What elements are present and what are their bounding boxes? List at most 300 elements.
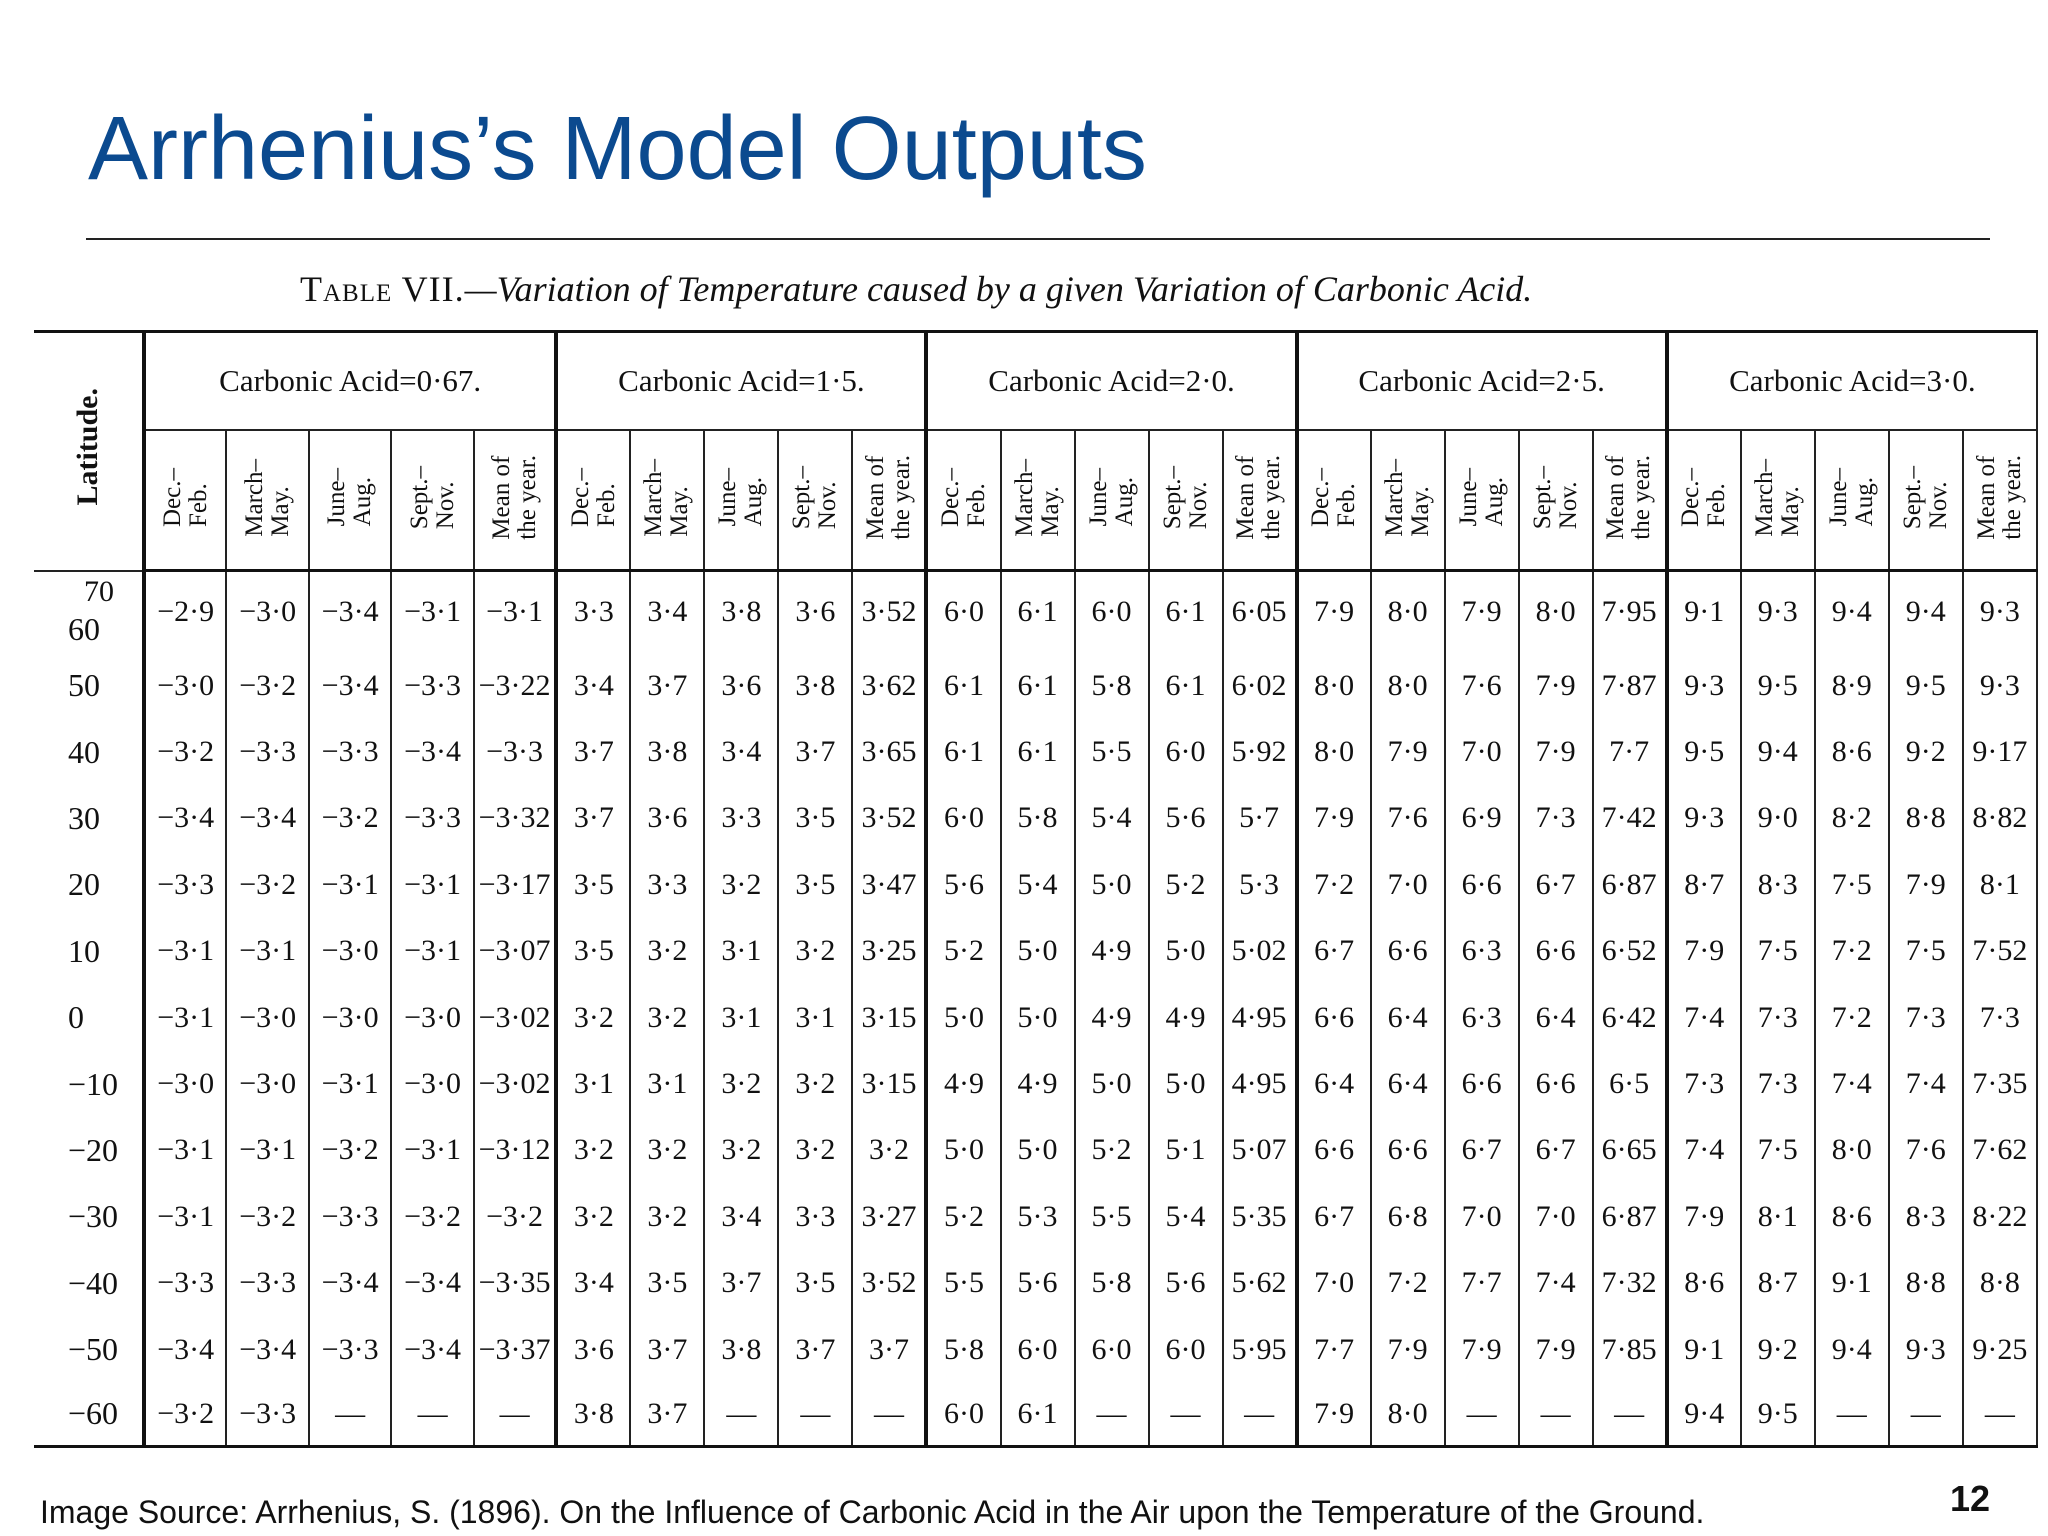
season-header: Dec.– Feb.: [1667, 430, 1741, 571]
table-cell: 9·17: [1963, 719, 2037, 785]
table-cell: 6·6: [1519, 918, 1593, 984]
season-header: June– Aug.: [309, 430, 391, 571]
latitude-header: Latitude.: [34, 333, 144, 571]
season-header: June– Aug.: [1445, 430, 1519, 571]
table-cell: 8·0: [1371, 571, 1445, 653]
table-cell: 6·87: [1593, 1184, 1667, 1250]
season-header: Sept.– Nov.: [1889, 430, 1963, 571]
table-cell: −3·1: [309, 1051, 391, 1117]
table-cell: 6·7: [1445, 1117, 1519, 1183]
table-cell: —: [704, 1383, 778, 1445]
table-cell: −3·4: [226, 785, 308, 851]
table-cell: 6·4: [1371, 984, 1445, 1050]
table-cell: −3·3: [226, 1250, 308, 1316]
table-cell: 3·62: [852, 652, 926, 718]
table-cell: 9·5: [1741, 1383, 1815, 1445]
table-cell: 5·8: [926, 1316, 1000, 1382]
table-cell: —: [1963, 1383, 2037, 1445]
table-cell: 7·0: [1297, 1250, 1371, 1316]
table-cell: −3·4: [144, 785, 226, 851]
season-header: Mean of the year.: [474, 430, 557, 571]
season-header: March– May.: [1001, 430, 1075, 571]
table-cell: 5·02: [1223, 918, 1297, 984]
table-cell: 6·6: [1445, 1051, 1519, 1117]
table-cell: —: [391, 1383, 473, 1445]
latitude-cell: [34, 1051, 144, 1117]
table-row: [34, 852, 2037, 918]
table-caption-text: —Variation of Temperature caused by a given Variation of Carbonic Acid.: [464, 269, 1533, 309]
table-cell: 5·7: [1223, 785, 1297, 851]
table-cell: 3·15: [852, 1051, 926, 1117]
season-header: June– Aug.: [1815, 430, 1889, 571]
table-cell: −3·2: [309, 1117, 391, 1183]
table-cell: 7·3: [1963, 984, 2037, 1050]
table-cell: 3·2: [630, 1117, 704, 1183]
table-cell: 5·0: [1149, 1051, 1223, 1117]
table-cell: 7·9: [1371, 1316, 1445, 1382]
group-header: Carbonic Acid=2·0.: [926, 333, 1296, 430]
table-cell: −3·07: [474, 918, 557, 984]
table-cell: 3·1: [704, 918, 778, 984]
table-row: [34, 1316, 2037, 1382]
table-cell: 7·9: [1889, 852, 1963, 918]
table-cell: 3·7: [630, 1316, 704, 1382]
latitude-label: −50: [68, 1331, 119, 1368]
table-cell: —: [1075, 1383, 1149, 1445]
table-cell: −3·1: [144, 984, 226, 1050]
latitude-label: 30: [68, 799, 100, 836]
table-cell: 3·5: [778, 1250, 852, 1316]
table-cell: 8·0: [1297, 719, 1371, 785]
table-cell: 5·07: [1223, 1117, 1297, 1183]
table-cell: 3·47: [852, 852, 926, 918]
season-header: June– Aug.: [1075, 430, 1149, 571]
table-cell: 7·2: [1815, 984, 1889, 1050]
table-cell: 6·6: [1519, 1051, 1593, 1117]
season-header: Sept.– Nov.: [391, 430, 473, 571]
table-cell: 8·8: [1889, 1250, 1963, 1316]
table-cell: 8·8: [1963, 1250, 2037, 1316]
table-cell: 6·6: [1371, 918, 1445, 984]
table-cell: 6·0: [1001, 1316, 1075, 1382]
table-cell: 9·3: [1667, 652, 1741, 718]
table-cell: 4·95: [1223, 1051, 1297, 1117]
table-cell: −3·0: [391, 1051, 473, 1117]
table-row: [34, 652, 2037, 718]
latitude-label: 20: [68, 866, 100, 903]
table-cell: 9·0: [1741, 785, 1815, 851]
table-cell: 3·5: [778, 785, 852, 851]
table-cell: −3·1: [226, 918, 308, 984]
table-cell: 7·35: [1963, 1051, 2037, 1117]
table-cell: 9·25: [1963, 1316, 2037, 1382]
season-header: June– Aug.: [704, 430, 778, 571]
latitude-cell: [34, 785, 144, 851]
table-cell: 3·2: [556, 1184, 630, 1250]
table-cell: 7·9: [1297, 1383, 1371, 1445]
table-cell: 7·7: [1445, 1250, 1519, 1316]
table-cell: −3·1: [391, 571, 473, 653]
table-cell: 3·7: [778, 1316, 852, 1382]
table-cell: 6·7: [1519, 1117, 1593, 1183]
table-cell: 3·6: [778, 571, 852, 653]
table-cell: 6·3: [1445, 918, 1519, 984]
table-cell: 8·1: [1741, 1184, 1815, 1250]
table-cell: 3·2: [556, 984, 630, 1050]
table-cell: −3·0: [226, 984, 308, 1050]
table-cell: 8·1: [1963, 852, 2037, 918]
latitude-label: 0: [68, 999, 84, 1036]
table-cell: 4·9: [1001, 1051, 1075, 1117]
table-cell: 6·6: [1297, 1117, 1371, 1183]
table-cell: 9·4: [1889, 571, 1963, 653]
table-cell: 3·52: [852, 785, 926, 851]
table-cell: 3·15: [852, 984, 926, 1050]
table-cell: 4·9: [1075, 984, 1149, 1050]
table-cell: 3·2: [630, 1184, 704, 1250]
table-cell: 7·2: [1815, 918, 1889, 984]
table-cell: −3·2: [474, 1184, 557, 1250]
table-cell: 7·95: [1593, 571, 1667, 653]
season-header: Sept.– Nov.: [1519, 430, 1593, 571]
table-cell: —: [778, 1383, 852, 1445]
table-cell: 5·0: [1001, 918, 1075, 984]
table-cell: −3·0: [309, 984, 391, 1050]
table-cell: 7·0: [1519, 1184, 1593, 1250]
table-cell: 4·9: [1149, 984, 1223, 1050]
table-cell: 7·3: [1667, 1051, 1741, 1117]
table-cell: 9·3: [1741, 571, 1815, 653]
table-cell: 3·2: [556, 1117, 630, 1183]
table-cell: −3·3: [309, 1184, 391, 1250]
table-cell: −3·1: [391, 852, 473, 918]
table-row: [34, 719, 2037, 785]
table-cell: 3·2: [778, 1051, 852, 1117]
table-cell: 3·1: [556, 1051, 630, 1117]
table-cell: −3·2: [309, 785, 391, 851]
table-cell: 7·6: [1889, 1117, 1963, 1183]
table-cell: 5·2: [1149, 852, 1223, 918]
table-cell: −3·0: [226, 571, 308, 653]
table-cell: −3·32: [474, 785, 557, 851]
table-cell: 3·4: [630, 571, 704, 653]
table-cell: −3·3: [309, 719, 391, 785]
table-cell: −3·1: [226, 1117, 308, 1183]
table-cell: 7·9: [1667, 918, 1741, 984]
table-cell: −3·1: [391, 1117, 473, 1183]
table-cell: 9·4: [1741, 719, 1815, 785]
season-header: March– May.: [1371, 430, 1445, 571]
season-header: Mean of the year.: [1593, 430, 1667, 571]
table-cell: −3·3: [391, 785, 473, 851]
table-cell: −3·3: [309, 1316, 391, 1382]
season-header: March– May.: [226, 430, 308, 571]
table-row: [34, 984, 2037, 1050]
table-cell: −3·1: [144, 1117, 226, 1183]
table-cell: 3·4: [556, 1250, 630, 1316]
table-cell: 3·4: [704, 1184, 778, 1250]
group-header: Carbonic Acid=3·0.: [1667, 333, 2037, 430]
table-cell: 3·5: [778, 852, 852, 918]
latitude-label: 60: [68, 611, 100, 648]
table-cell: 9·2: [1889, 719, 1963, 785]
table-caption-label: Table VII.: [300, 269, 465, 309]
latitude-cell: [34, 571, 144, 653]
latitude-cell: [34, 652, 144, 718]
table-cell: 3·7: [556, 785, 630, 851]
table-cell: 8·6: [1815, 1184, 1889, 1250]
table-cell: 7·5: [1889, 918, 1963, 984]
table-row: [34, 1184, 2037, 1250]
table-cell: 5·0: [1075, 1051, 1149, 1117]
table-cell: 5·0: [1001, 984, 1075, 1050]
table-cell: 3·5: [630, 1250, 704, 1316]
latitude-label: −30: [68, 1198, 119, 1235]
table-cell: 7·4: [1889, 1051, 1963, 1117]
table-cell: 6·4: [1519, 984, 1593, 1050]
table-cell: 7·85: [1593, 1316, 1667, 1382]
table-cell: −3·2: [226, 1184, 308, 1250]
table-cell: −3·3: [226, 719, 308, 785]
table-cell: 9·3: [1963, 652, 2037, 718]
table-cell: 3·8: [556, 1383, 630, 1445]
latitude-label: −60: [68, 1395, 119, 1432]
table-cell: 4·9: [926, 1051, 1000, 1117]
table-cell: 6·4: [1297, 1051, 1371, 1117]
table-cell: 3·7: [630, 1383, 704, 1445]
table-cell: 8·0: [1815, 1117, 1889, 1183]
table-cell: −3·37: [474, 1316, 557, 1382]
table-cell: −3·3: [474, 719, 557, 785]
table-cell: 5·3: [1223, 852, 1297, 918]
table-cell: −3·22: [474, 652, 557, 718]
table-cell: 3·8: [704, 571, 778, 653]
table-cell: 7·9: [1519, 1316, 1593, 1382]
season-header: Sept.– Nov.: [1149, 430, 1223, 571]
table-cell: 9·1: [1667, 571, 1741, 653]
table-cell: −3·4: [309, 571, 391, 653]
table-cell: −3·1: [144, 918, 226, 984]
table-cell: 3·6: [556, 1316, 630, 1382]
title-divider: [86, 238, 1990, 240]
table-cell: 3·65: [852, 719, 926, 785]
latitude-label: −10: [68, 1065, 119, 1102]
table-row: [34, 1051, 2037, 1117]
table-cell: —: [1889, 1383, 1963, 1445]
table-row: [34, 1117, 2037, 1183]
table-cell: 6·0: [1149, 719, 1223, 785]
table-cell: 6·0: [1149, 1316, 1223, 1382]
table-cell: 6·05: [1223, 571, 1297, 653]
latitude-cell: [34, 1184, 144, 1250]
image-source-citation: Image Source: Arrhenius, S. (1896). On the Influence of Carbonic Acid in the Air upon the Temperature of the Ground.: [40, 1494, 1705, 1530]
latitude-label: −20: [68, 1131, 119, 1168]
table-cell: —: [1223, 1383, 1297, 1445]
table-cell: 3·2: [778, 918, 852, 984]
group-header: Carbonic Acid=0·67.: [144, 333, 556, 430]
table-cell: 7·0: [1371, 852, 1445, 918]
table-cell: 8·82: [1963, 785, 2037, 851]
table-cell: 5·2: [1075, 1117, 1149, 1183]
table-cell: 6·0: [926, 1383, 1000, 1445]
table-cell: 6·1: [1149, 652, 1223, 718]
table-cell: 6·1: [926, 719, 1000, 785]
table-cell: 9·3: [1889, 1316, 1963, 1382]
table-cell: 5·6: [1001, 1250, 1075, 1316]
table-cell: −3·4: [309, 652, 391, 718]
table-cell: 7·9: [1519, 652, 1593, 718]
table-cell: 6·6: [1445, 852, 1519, 918]
season-header-row: [34, 430, 2037, 571]
table-cell: 5·0: [926, 984, 1000, 1050]
table-cell: 8·0: [1371, 652, 1445, 718]
table-cell: −3·4: [226, 1316, 308, 1382]
table-cell: 3·2: [704, 1051, 778, 1117]
table-cell: 5·0: [1149, 918, 1223, 984]
group-header: Carbonic Acid=1·5.: [556, 333, 926, 430]
table-cell: −3·4: [144, 1316, 226, 1382]
slide-title: Arrhenius’s Model Outputs: [88, 99, 1147, 199]
table-cell: —: [1815, 1383, 1889, 1445]
table-cell: 7·0: [1445, 1184, 1519, 1250]
table-cell: 5·8: [1075, 1250, 1149, 1316]
table-cell: 6·42: [1593, 984, 1667, 1050]
table-cell: —: [1519, 1383, 1593, 1445]
table-cell: 6·02: [1223, 652, 1297, 718]
season-header: March– May.: [630, 430, 704, 571]
table-cell: −3·12: [474, 1117, 557, 1183]
latitude-cell: [34, 1250, 144, 1316]
table-cell: −3·1: [474, 571, 557, 653]
table-cell: 3·7: [778, 719, 852, 785]
table-cell: −3·3: [144, 852, 226, 918]
table-cell: 7·6: [1445, 652, 1519, 718]
table-cell: 9·5: [1667, 719, 1741, 785]
table-cell: 7·3: [1741, 984, 1815, 1050]
table-cell: 8·8: [1889, 785, 1963, 851]
season-header: Mean of the year.: [1223, 430, 1297, 571]
table-cell: −3·02: [474, 1051, 557, 1117]
table-cell: 3·1: [630, 1051, 704, 1117]
table-cell: 6·6: [1297, 984, 1371, 1050]
table-cell: 5·6: [1149, 785, 1223, 851]
table-cell: −3·4: [309, 1250, 391, 1316]
table-cell: −3·0: [144, 652, 226, 718]
table-cell: 9·4: [1815, 1316, 1889, 1382]
table-cell: 5·92: [1223, 719, 1297, 785]
table-cell: 6·0: [1075, 571, 1149, 653]
latitude-top-label: 70: [84, 575, 114, 609]
table-cell: 7·9: [1667, 1184, 1741, 1250]
table-cell: 9·4: [1667, 1383, 1741, 1445]
table-cell: 5·4: [1075, 785, 1149, 851]
table-cell: 7·9: [1445, 571, 1519, 653]
table-cell: 3·2: [704, 1117, 778, 1183]
table-cell: 6·4: [1371, 1051, 1445, 1117]
table-cell: 5·6: [1149, 1250, 1223, 1316]
table-cell: 5·0: [1001, 1117, 1075, 1183]
table-cell: 7·4: [1815, 1051, 1889, 1117]
table-cell: 3·1: [778, 984, 852, 1050]
table-cell: 7·9: [1297, 571, 1371, 653]
table-cell: −3·0: [391, 984, 473, 1050]
table-cell: 6·1: [926, 652, 1000, 718]
table-cell: −3·1: [309, 852, 391, 918]
table-cell: 6·6: [1371, 1117, 1445, 1183]
latitude-cell: [34, 1383, 144, 1445]
table-row: [34, 571, 2037, 653]
table-cell: 3·2: [704, 852, 778, 918]
table-cell: 7·5: [1741, 1117, 1815, 1183]
temperature-variation-table: [34, 333, 2038, 1445]
table-row: [34, 918, 2037, 984]
table-cell: 5·0: [1075, 852, 1149, 918]
table-cell: 7·0: [1445, 719, 1519, 785]
table-cell: 3·1: [704, 984, 778, 1050]
table-cell: 6·0: [926, 785, 1000, 851]
season-header: Dec.– Feb.: [1297, 430, 1371, 571]
table-cell: —: [309, 1383, 391, 1445]
table-cell: 9·5: [1741, 652, 1815, 718]
table-cell: 7·9: [1371, 719, 1445, 785]
table-cell: 5·3: [1001, 1184, 1075, 1250]
table-cell: −3·17: [474, 852, 557, 918]
table-cell: 6·7: [1297, 918, 1371, 984]
latitude-cell: [34, 918, 144, 984]
table-cell: −3·4: [391, 719, 473, 785]
table-cell: 8·22: [1963, 1184, 2037, 1250]
table-cell: 8·0: [1297, 652, 1371, 718]
table-cell: 3·52: [852, 571, 926, 653]
table-cell: −3·2: [226, 852, 308, 918]
table-cell: 5·4: [1149, 1184, 1223, 1250]
table-cell: —: [852, 1383, 926, 1445]
table-cell: −3·3: [226, 1383, 308, 1445]
table-cell: 5·62: [1223, 1250, 1297, 1316]
table-cell: 5·5: [1075, 719, 1149, 785]
table-cell: 3·2: [852, 1117, 926, 1183]
table-row: [34, 1250, 2037, 1316]
table-cell: 7·32: [1593, 1250, 1667, 1316]
table-cell: 7·4: [1519, 1250, 1593, 1316]
table-cell: −3·2: [144, 1383, 226, 1445]
table-cell: −3·02: [474, 984, 557, 1050]
table-cell: −3·1: [391, 918, 473, 984]
table-cell: 8·9: [1815, 652, 1889, 718]
table-cell: 7·9: [1519, 719, 1593, 785]
season-header: Dec.– Feb.: [556, 430, 630, 571]
latitude-cell: [34, 852, 144, 918]
table-cell: 8·2: [1815, 785, 1889, 851]
table-cell: 6·0: [926, 571, 1000, 653]
table-cell: 7·42: [1593, 785, 1667, 851]
table-cell: 7·9: [1445, 1316, 1519, 1382]
table-cell: 7·7: [1297, 1316, 1371, 1382]
table-cell: 5·2: [926, 918, 1000, 984]
table-row: [34, 785, 2037, 851]
table-cell: 7·3: [1741, 1051, 1815, 1117]
table-cell: —: [1149, 1383, 1223, 1445]
table-cell: 7·62: [1963, 1117, 2037, 1183]
table-cell: 5·95: [1223, 1316, 1297, 1382]
table-cell: 3·6: [704, 652, 778, 718]
table-cell: 3·7: [852, 1316, 926, 1382]
table-cell: 3·5: [556, 918, 630, 984]
table-cell: 8·0: [1519, 571, 1593, 653]
table-cell: 3·8: [778, 652, 852, 718]
table-cell: 4·95: [1223, 984, 1297, 1050]
table-cell: −3·4: [391, 1250, 473, 1316]
